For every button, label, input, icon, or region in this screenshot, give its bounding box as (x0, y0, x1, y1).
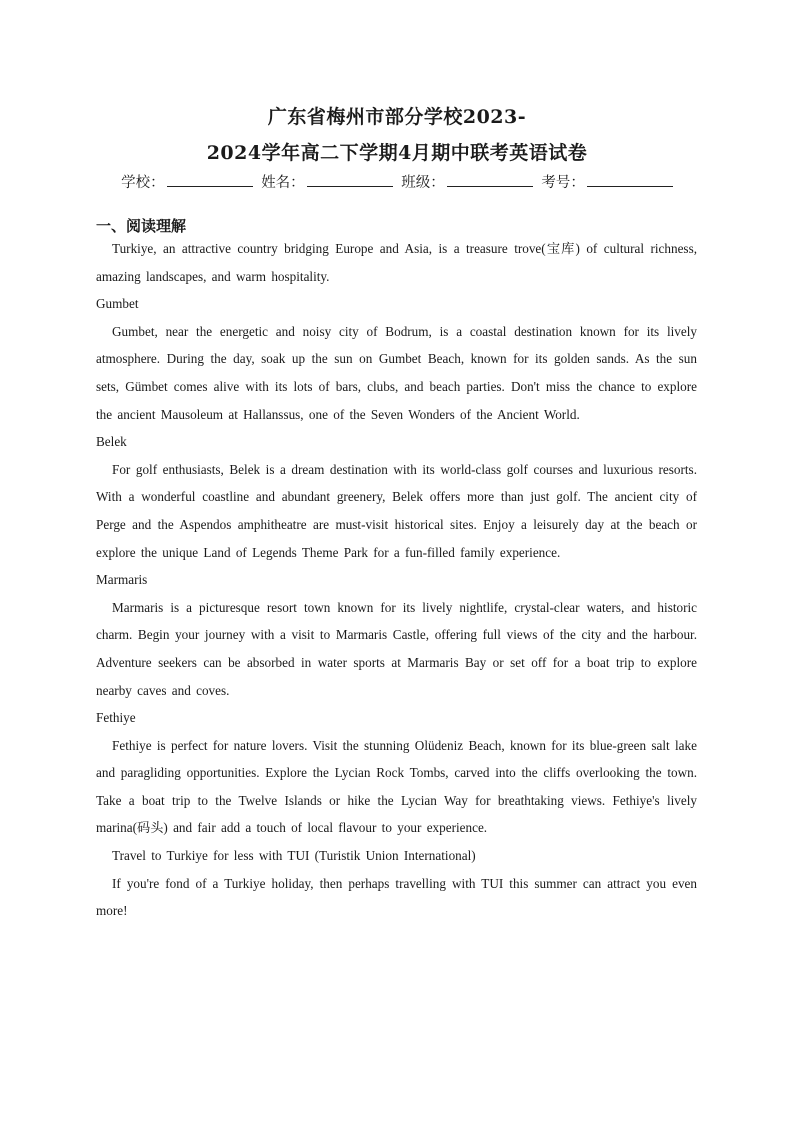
place-heading-fethiye: Fethiye (96, 710, 136, 726)
place-paragraph-marmaris: Marmaris is a picturesque resort town known for its lively nightlife, crystal-clear waters, and historic charm. Begin your journey with a visit to Marmaris Castle, offering full views of the city and the harbour. Adventure seekers can be absorbed in water sports at Marmaris Bay or set off for a boat trip to explore nearby caves and coves. (96, 599, 697, 698)
school-field (121, 171, 253, 192)
exam-number-field (541, 171, 673, 192)
class-blank (447, 172, 533, 187)
exam-number-label: 考号： (541, 175, 585, 191)
class-label: 班级： (401, 175, 445, 191)
place-paragraph-fethiye: Fethiye is perfect for nature lovers. Visit the stunning Olüdeniz Beach, known for its blue-green salt lake and paragliding opportunities. Explore the Lycian Rock Tombs, carved into the cliffs overlooking the town. Take a boat trip to the Twelve Islands or hike the Lycian Way for breathtaking views. Fethiye's lively marina(码头) and fair add a touch of local flavour to your experience. (96, 737, 697, 836)
exam-title-line1: 广东省梅州市部分学校2023- (267, 106, 527, 128)
closing-heading: Travel to Turkiye for less with TUI (Turistik Union International) (112, 848, 476, 864)
place-heading-belek: Belek (96, 434, 127, 450)
place-paragraph-gumbet: Gumbet, near the energetic and noisy city of Bodrum, is a coastal destination known for its lively atmosphere. During the day, soak up the sun on Gumbet Beach, known for its golden sands. As the sun sets, Gümbet comes alive with its lots of bars, clubs, and beach parties. Don't miss the chance to explore the ancient Mausoleum at Hallanssus, one of the Seven Wonders of the Ancient World. (96, 323, 697, 422)
exam-number-blank (587, 172, 673, 187)
class-field (401, 171, 533, 192)
place-paragraph-belek: For golf enthusiasts, Belek is a dream destination with its world-class golf courses and luxurious resorts. With a wonderful coastline and abundant greenery, Belek offers more than just golf. The ancient city of Perge and the Aspendos amphitheatre are must-visit historical sites. Enjoy a leisurely day at the beach or explore the unique Land of Legends Theme Park for a fun-filled family experience. (96, 461, 697, 560)
intro-paragraph: Turkiye, an attractive country bridging Europe and Asia, is a treasure trove(宝库) of cultural richness, amazing landscapes, and warm hospitality. (96, 241, 697, 284)
name-label: 姓名： (261, 175, 305, 191)
name-field (261, 171, 393, 192)
exam-title-line2: 2024学年高二下学期4月期中联考英语试卷 (206, 142, 588, 164)
reading-passage (96, 235, 697, 925)
student-info-row (0, 171, 794, 192)
school-label: 学校： (121, 175, 165, 191)
name-blank (307, 172, 393, 187)
school-blank (167, 172, 253, 187)
closing-paragraph: If you're fond of a Turkiye holiday, then perhaps travelling with TUI this summer can attract you even more! (96, 875, 697, 919)
section-heading: 一、阅读理解 (96, 217, 187, 235)
place-heading-gumbet: Gumbet (96, 296, 139, 312)
place-heading-marmaris: Marmaris (96, 572, 148, 588)
